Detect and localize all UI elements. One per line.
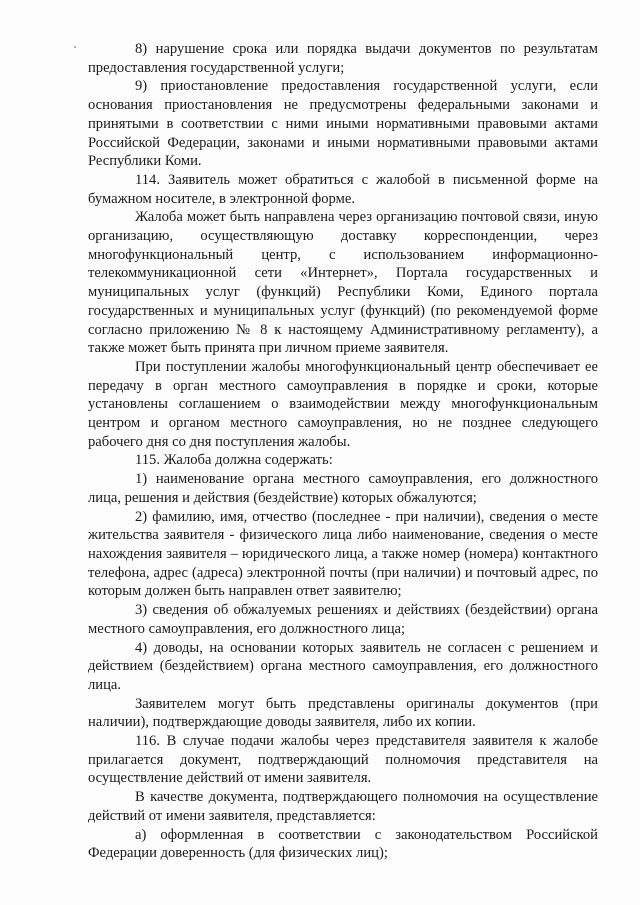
scan-speck [74, 46, 76, 48]
paragraph-originals: Заявителем могут быть представлены оригиналы документов (при наличии), подтверждающие доводы заявителя, либо их копии. [88, 695, 598, 731]
paragraph-clause-115: 115. Жалоба должна содержать: [135, 452, 333, 469]
paragraph-clause-116: 116. В случае подачи жалобы через представителя заявителя к жалобе прилагается документ, подтверждающий полномочия представителя на осуществление действий от имени заявителя. [88, 733, 598, 787]
paragraph-content-4: 4) доводы, на основании которых заявитель не согласен с решением и действием (бездействием) органа местного самоуправления, его должностного лица. [88, 639, 598, 693]
document-body [88, 40, 598, 863]
paragraph-mfc-transfer: При поступлении жалобы многофункциональный центр обеспечивает ее передачу в орган местного самоуправления в порядке и сроки, которые установлены соглашением о взаимодействии между многофункциональным центром и органом местного самоуправления, но не позднее следующего рабочего дня со дня поступления жалобы. [88, 358, 598, 450]
paragraph-content-1: 1) наименование органа местного самоуправления, его должностного лица, решения и действия (бездействие) которых обжалуются; [88, 471, 598, 506]
paragraph-authority-docs: В качестве документа, подтверждающего полномочия на осуществление действий от имени заявителя, представляется: [88, 789, 598, 824]
paragraph-submission-channels: Жалоба может быть направлена через организацию почтовой связи, иную организацию, осуществляющую доставку корреспонденции, через многофункциональный центр, с использованием информационно-телекоммуникационной сети «Интернет», Портала государственных и муниципальных услуг (функций) Республики Коми, Единого портала государственных и муниципальных услуг (функций) (по рекомендуемой форме согласно приложению № 8 к настоящему Административному регламенту), а также может быть принята при личном приеме заявителя. [88, 209, 598, 357]
paragraph-item-8: 8) нарушение срока или порядка выдачи документов по результатам предоставления государственной услуги; [88, 41, 598, 76]
paragraph-content-2: 2) фамилию, имя, отчество (последнее - при наличии), сведения о месте жительства заявителя - физического лица либо наименование, сведения о месте нахождения заявителя – юридического лица, а также номер (номера) контактного телефона, адрес (адреса) электронной почты (при наличии) и почтовый адрес, по которым должен быть направлен ответ заявителю; [88, 508, 598, 600]
paragraph-item-a: а) оформленная в соответствии с законодательством Российской Федерации доверенность (для физических лиц); [88, 826, 598, 862]
paragraph-clause-114: 114. Заявитель может обратиться с жалобой в письменной форме на бумажном носителе, в электронной форме. [88, 171, 598, 207]
paragraph-item-9: 9) приостановление предоставления государственной услуги, если основания приостановления не предусмотрены федеральными законами и принятыми в соответствии с ними иными нормативными правовыми актами Российской Федерации, законами и иными нормативными правовыми актами Республики Коми. [88, 78, 598, 170]
paragraph-content-3: 3) сведения об обжалуемых решениях и действиях (бездействии) органа местного самоуправления, его должностного лица; [88, 602, 598, 637]
